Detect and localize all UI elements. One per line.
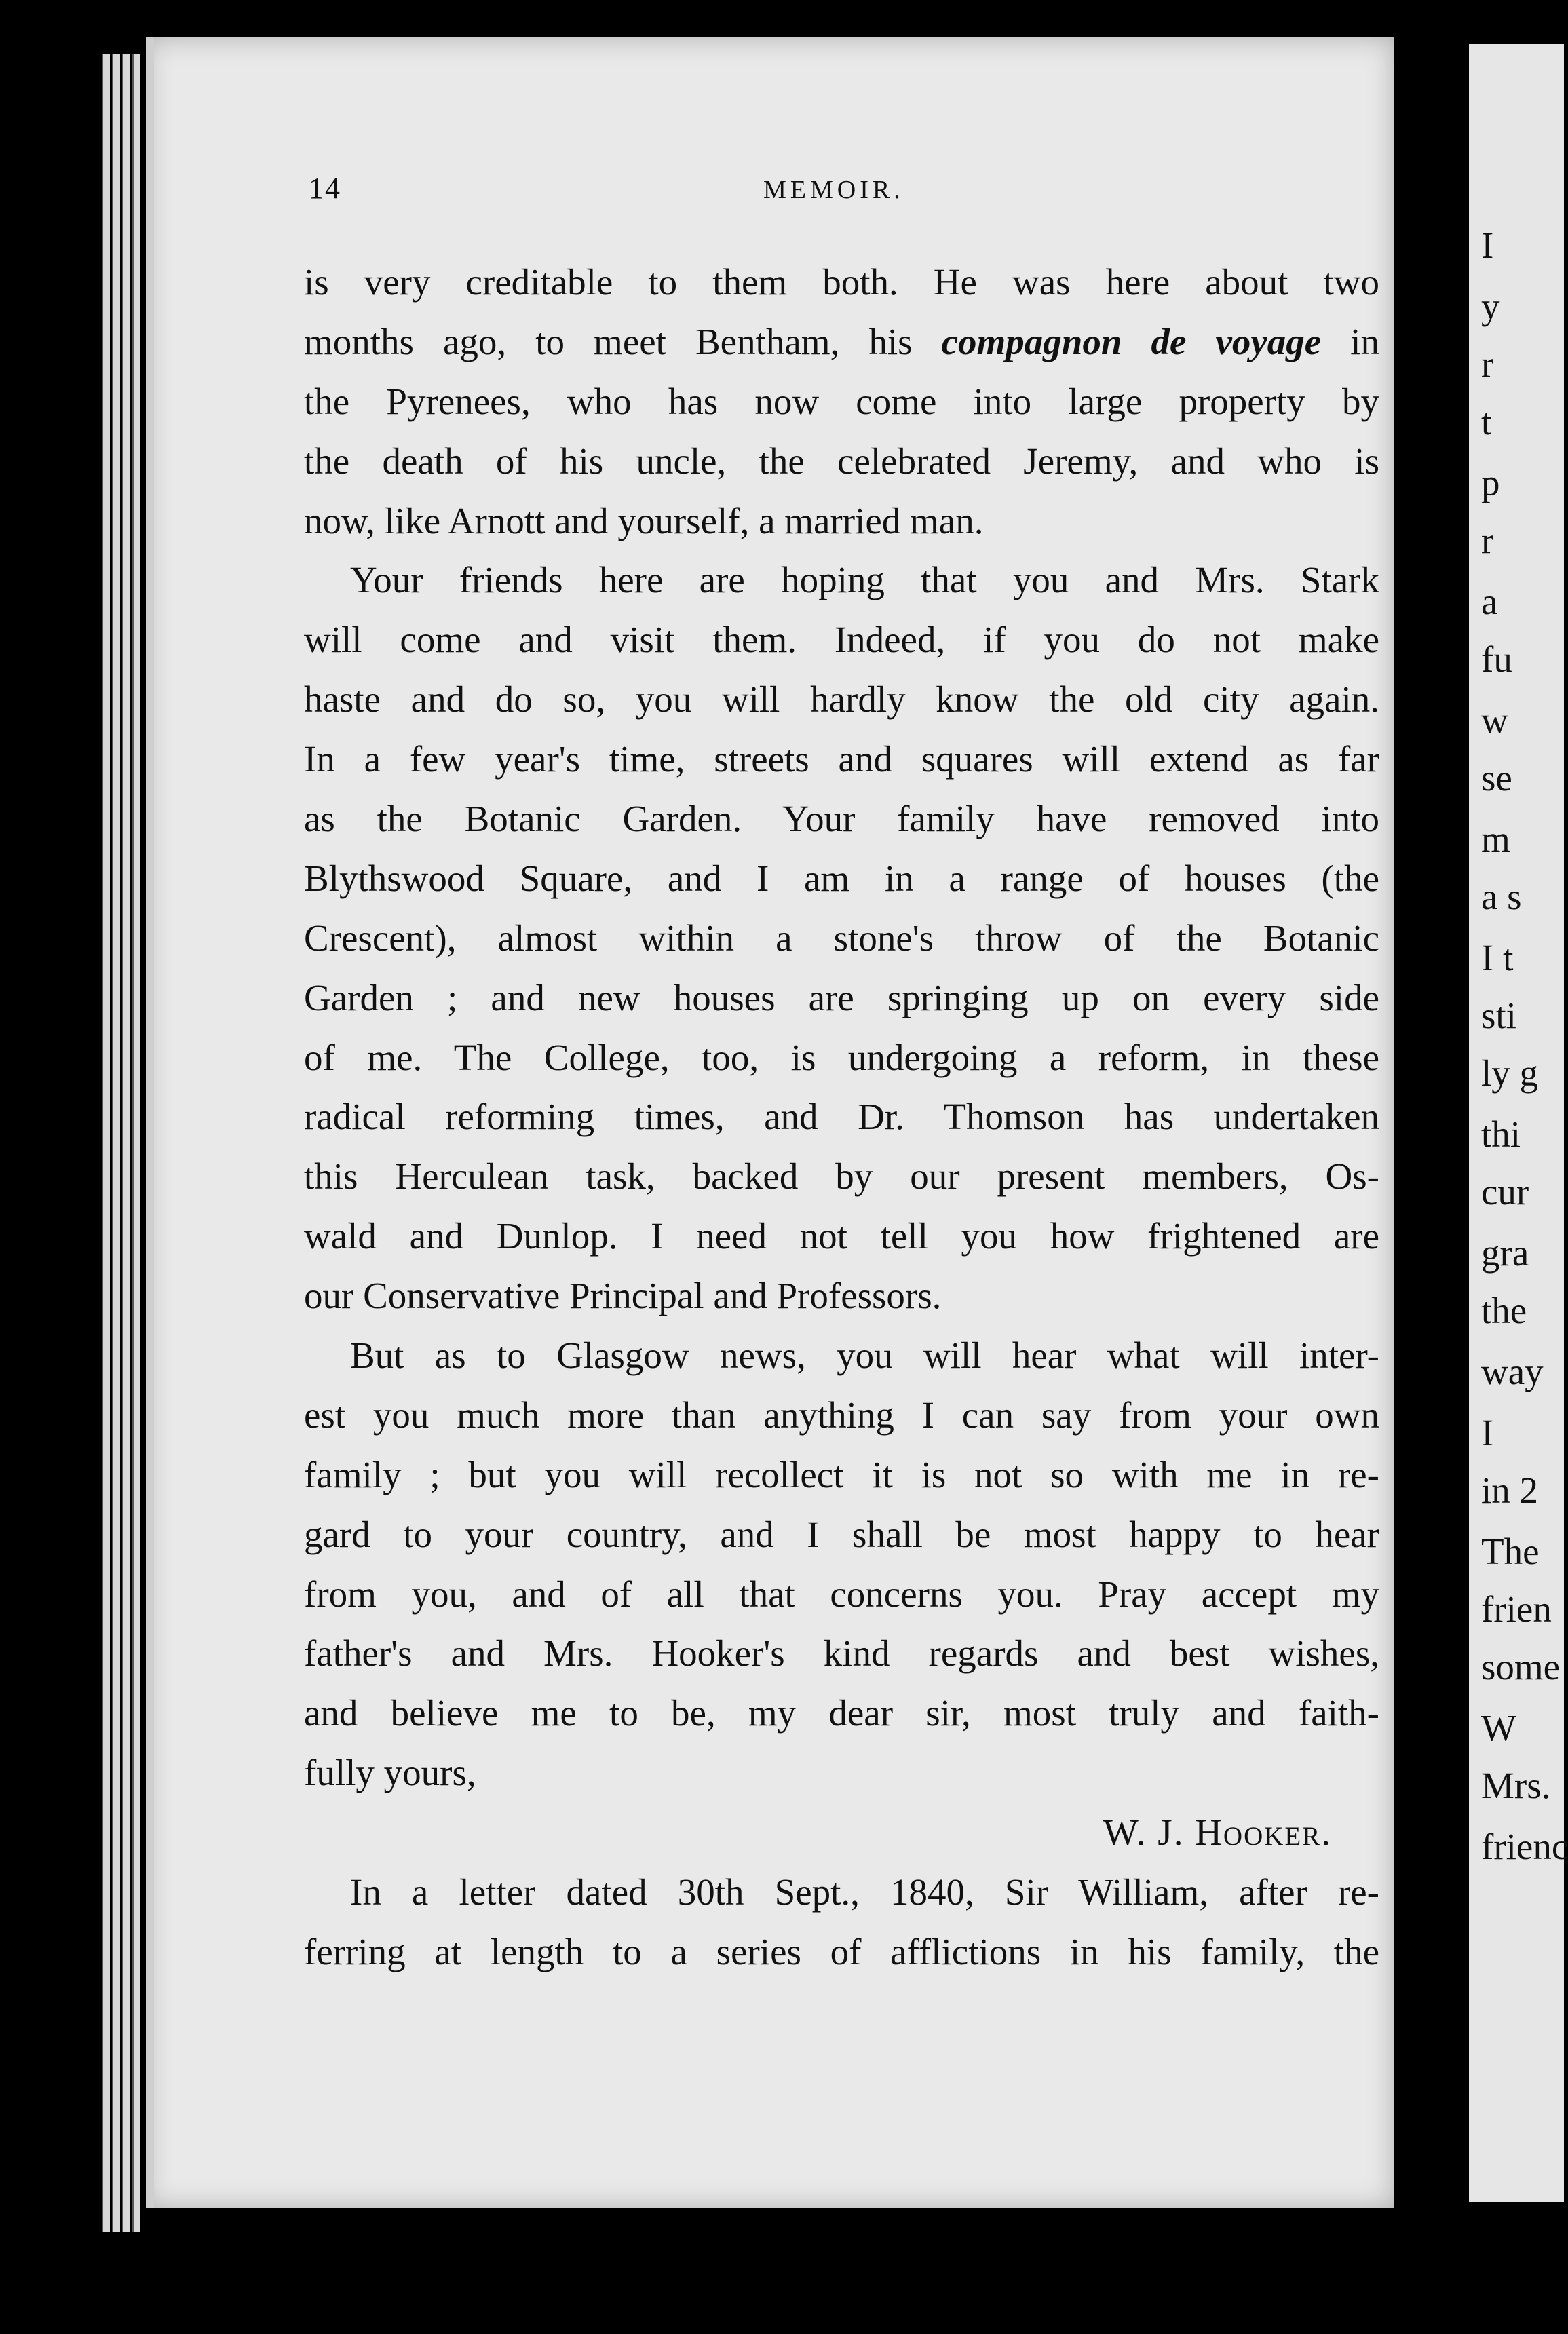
adjacent-page-fragment: y — [1481, 286, 1500, 327]
text-line: In a few year's time, streets and squares will extend as far — [304, 738, 1379, 780]
adjacent-page-fragment: some — [1481, 1646, 1561, 1687]
adjacent-page-fragment: sti — [1481, 995, 1516, 1036]
adjacent-page-fragment: the — [1481, 1290, 1527, 1331]
text-line: Blythswood Square, and I am in a range of houses (the — [304, 857, 1379, 899]
page-stack-edge — [132, 54, 140, 2232]
text-line: Crescent), almost within a stone's throw of the Botanic — [304, 917, 1379, 959]
adjacent-page-fragment: I — [1481, 1412, 1494, 1453]
adjacent-page-fragment: Mrs. — [1481, 1765, 1551, 1806]
text-line: est you much more than anything I can say from your own — [304, 1394, 1379, 1436]
text-line: the Pyrenees, who has now come into large property by — [304, 380, 1379, 422]
adjacent-page-fragment: thi — [1481, 1113, 1521, 1155]
adjacent-page-fragment: in 2 — [1481, 1470, 1539, 1511]
text-line: the death of his uncle, the celebrated Jeremy, and who is — [304, 440, 1379, 482]
text-line: haste and do so, you will hardly know the old city again. — [304, 678, 1379, 721]
adjacent-page-fragment: se — [1481, 757, 1512, 799]
adjacent-page-fragment: a s — [1481, 876, 1522, 917]
text-line: wald and Dunlop. I need not tell you how frightened are — [304, 1215, 1379, 1257]
page-header — [309, 171, 1388, 212]
adjacent-page-fragment: w — [1481, 700, 1508, 741]
adjacent-page-fragment: t — [1481, 401, 1492, 442]
text-line: this Herculean task, backed by our present members, Os- — [304, 1155, 1379, 1198]
adjacent-page-fragment: r — [1481, 343, 1494, 385]
text-line: fully yours, — [304, 1752, 476, 1794]
signature-line: W. J. Hooker. — [1103, 1812, 1332, 1854]
text-line: radical reforming times, and Dr. Thomson has undertaken — [304, 1096, 1379, 1138]
adjacent-page-fragment: p — [1481, 462, 1500, 503]
page-stack-edge — [112, 54, 120, 2232]
body-text — [304, 252, 1379, 1982]
text-line: ferring at length to a series of afflictions in his family, the — [304, 1930, 1379, 1972]
text-line: gard to your country, and I shall be most happy to hear — [304, 1513, 1379, 1555]
text-line: father's and Mrs. Hooker's kind regards and best wishes, — [304, 1632, 1379, 1675]
text-line: will come and visit them. Indeed, if you do not make — [304, 619, 1379, 661]
text-line — [304, 312, 1379, 372]
adjacent-page-fragment: m — [1481, 818, 1510, 860]
running-head: MEMOIR. — [763, 176, 904, 204]
adjacent-page-fragment: I t — [1481, 937, 1514, 978]
text-segment: months ago, to meet Bentham, his — [304, 320, 942, 362]
adjacent-page-fragment: way — [1481, 1351, 1544, 1392]
italic-phrase: compagnon de voyage — [941, 320, 1322, 362]
page-stack-edge — [122, 54, 130, 2232]
adjacent-page-fragment: ly g — [1481, 1052, 1539, 1094]
text-line: Garden ; and new houses are springing up on every side — [304, 976, 1379, 1018]
adjacent-page-fragment: frienc — [1481, 1826, 1568, 1867]
text-line: family ; but you will recollect it is not so with me in re- — [304, 1453, 1379, 1495]
text-line: now, like Arnott and yourself, a married man. — [304, 499, 984, 541]
adjacent-page-fragment: The — [1481, 1531, 1540, 1572]
text-line: In a letter dated 30th Sept., 1840, Sir William, after re- — [350, 1871, 1379, 1913]
text-line: our Conservative Principal and Professors. — [304, 1275, 942, 1317]
adjacent-page-fragment: gra — [1481, 1232, 1529, 1274]
adjacent-page-fragment: a — [1481, 581, 1498, 622]
text-segment: in — [1321, 320, 1380, 362]
page-number: 14 — [309, 172, 341, 205]
adjacent-page-edge — [1469, 44, 1568, 2202]
adjacent-page-fragment: I — [1481, 225, 1494, 266]
adjacent-page-fragment: r — [1481, 520, 1494, 561]
page-stack-edge — [102, 54, 110, 2232]
text-line: But as to Glasgow news, you will hear what will inter- — [350, 1335, 1379, 1377]
text-line: and believe me to be, my dear sir, most truly and faith- — [304, 1692, 1379, 1734]
text-line: from you, and of all that concerns you. Pray accept my — [304, 1573, 1379, 1615]
text-line: is very creditable to them both. He was here about two — [304, 261, 1379, 303]
adjacent-page-fragment: W — [1481, 1707, 1516, 1748]
text-line: of me. The College, too, is undergoing a reform, in these — [304, 1036, 1379, 1078]
text-line: as the Botanic Garden. Your family have removed into — [304, 798, 1379, 840]
text-line: Your friends here are hoping that you and Mrs. Stark — [350, 559, 1379, 601]
adjacent-page-fragment: cur — [1481, 1171, 1529, 1212]
adjacent-page-fragment: fu — [1481, 638, 1512, 680]
adjacent-page-fragment: frien — [1481, 1588, 1552, 1630]
